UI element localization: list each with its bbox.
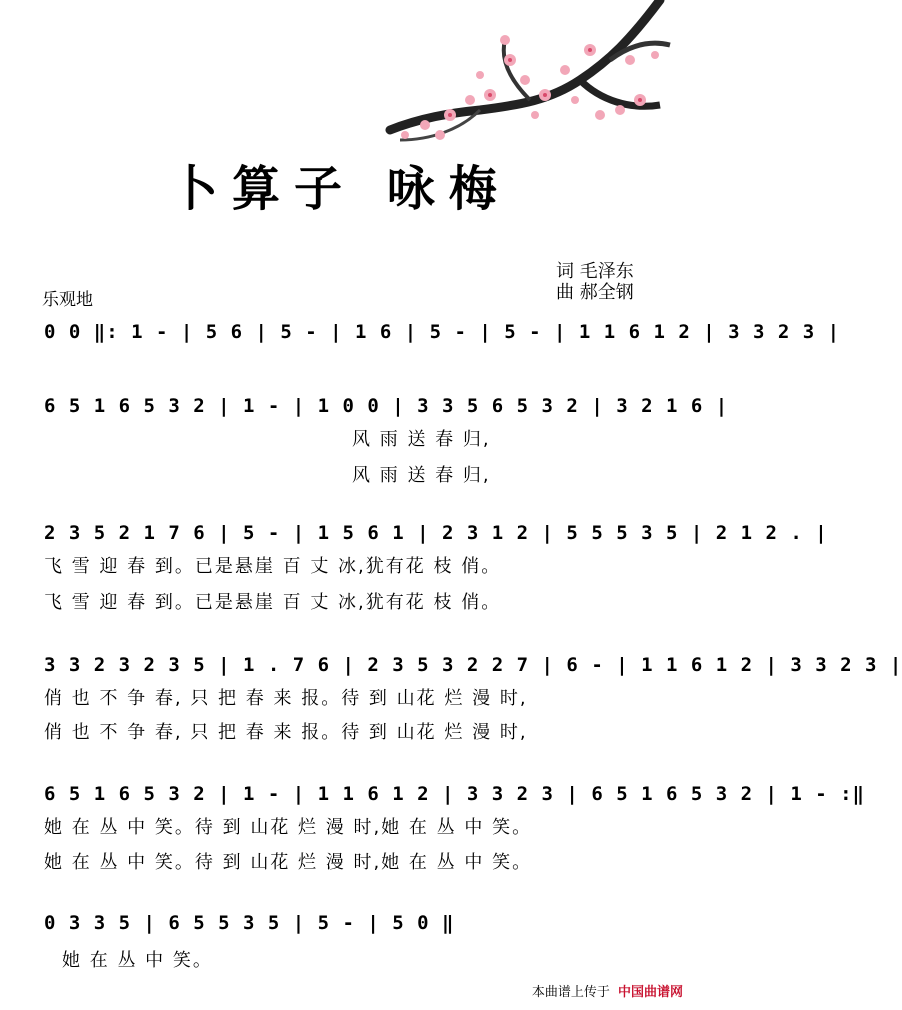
- lyrics-verse-1: 飞 雪 迎 春 到。已是悬崖 百 丈 冰,犹有花 枝 俏。: [44, 556, 502, 577]
- site-footer: [532, 981, 683, 1000]
- lyrics-verse-2: 风 雨 送 春 归,: [352, 465, 491, 486]
- notation-row: 6 5 1 6 5 3 2 | 1 - | 1 0 0 | 3 3 5 6 5 3 2 | 3 2 1 6 |: [44, 395, 729, 417]
- lyricist-credit: 词 毛泽东: [556, 261, 634, 282]
- upload-note: 本曲谱上传于: [531, 985, 610, 1000]
- lyrics-coda: 她 在 丛 中 笑。: [62, 950, 213, 971]
- lyrics-verse-1: 风 雨 送 春 归,: [352, 429, 491, 450]
- notation-row: 6 5 1 6 5 3 2 | 1 - | 1 1 6 1 2 | 3 3 2 3 | 6 5 1 6 5 3 2 | 1 - :‖: [44, 783, 865, 805]
- song-title: 卜算子 咏梅: [170, 161, 511, 217]
- lyrics-verse-1: 俏 也 不 争 春, 只 把 春 来 报。待 到 山花 烂 漫 时,: [44, 688, 528, 709]
- tempo-marking: 乐观地: [42, 290, 93, 310]
- lyrics-verse-2: 俏 也 不 争 春, 只 把 春 来 报。待 到 山花 烂 漫 时,: [44, 722, 528, 743]
- notation-row: 0 0 ‖: 1 - | 5 6 | 5 - | 1 6 | 5 - | 5 - | 1 1 6 1 2 | 3 3 2 3 |: [44, 321, 841, 343]
- notation-row: 2 3 5 2 1 7 6 | 5 - | 1 5 6 1 | 2 3 1 2 | 5 5 5 3 5 | 2 1 2 . |: [44, 522, 828, 544]
- notation-row: 3 3 2 3 2 3 5 | 1 . 7 6 | 2 3 5 3 2 2 7 | 6 - | 1 1 6 1 2 | 3 3 2 3 |: [44, 654, 902, 676]
- lyrics-verse-1: 她 在 丛 中 笑。待 到 山花 烂 漫 时,她 在 丛 中 笑。: [44, 817, 533, 838]
- site-brand-link[interactable]: 中国曲谱网: [617, 985, 683, 1000]
- notation-row: 0 3 3 5 | 6 5 5 3 5 | 5 - | 5 0 ‖: [44, 912, 455, 934]
- lyrics-verse-2: 飞 雪 迎 春 到。已是悬崖 百 丈 冰,犹有花 枝 俏。: [44, 592, 502, 613]
- composer-credit: 曲 郝全钢: [556, 282, 634, 303]
- lyrics-verse-2: 她 在 丛 中 笑。待 到 山花 烂 漫 时,她 在 丛 中 笑。: [44, 852, 533, 873]
